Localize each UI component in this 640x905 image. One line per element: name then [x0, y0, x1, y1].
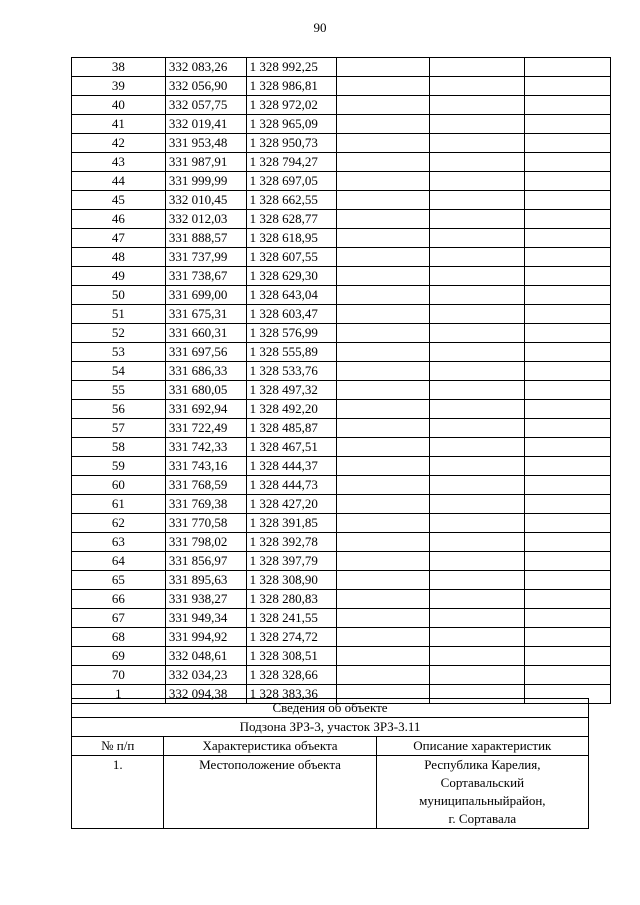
coordinate-row: [72, 172, 611, 191]
coordinate-y: 1 328 965,09: [246, 115, 337, 134]
point-number: 48: [72, 248, 166, 267]
point-number: 66: [72, 590, 166, 609]
empty-cell: [337, 666, 430, 685]
empty-cell: [337, 153, 430, 172]
empty-cell: [525, 666, 611, 685]
coordinate-x: 331 999,99: [165, 172, 246, 191]
point-number: 44: [72, 172, 166, 191]
coordinate-row: [72, 115, 611, 134]
coordinate-row: [72, 324, 611, 343]
empty-cell: [430, 229, 525, 248]
empty-cell: [337, 609, 430, 628]
coordinate-x: 331 768,59: [165, 476, 246, 495]
coordinate-y: 1 328 492,20: [246, 400, 337, 419]
empty-cell: [337, 571, 430, 590]
coordinate-row: [72, 457, 611, 476]
coordinate-x: 332 019,41: [165, 115, 246, 134]
coordinate-y: 1 328 629,30: [246, 267, 337, 286]
empty-cell: [430, 58, 525, 77]
coordinate-x: 331 888,57: [165, 229, 246, 248]
coordinate-y: 1 328 555,89: [246, 343, 337, 362]
empty-cell: [525, 628, 611, 647]
empty-cell: [525, 419, 611, 438]
empty-cell: [430, 248, 525, 267]
empty-cell: [337, 552, 430, 571]
empty-cell: [430, 609, 525, 628]
coordinate-row: [72, 343, 611, 362]
page-number: 90: [313, 20, 327, 35]
empty-cell: [337, 343, 430, 362]
empty-cell: [430, 419, 525, 438]
coordinate-row: [72, 267, 611, 286]
coordinate-x: 331 953,48: [165, 134, 246, 153]
point-number: 55: [72, 381, 166, 400]
point-number: 45: [72, 191, 166, 210]
empty-cell: [525, 647, 611, 666]
empty-cell: [337, 647, 430, 666]
empty-cell: [337, 438, 430, 457]
empty-cell: [430, 438, 525, 457]
empty-cell: [525, 495, 611, 514]
coordinate-y: 1 328 794,27: [246, 153, 337, 172]
coordinate-y: 1 328 444,73: [246, 476, 337, 495]
empty-cell: [337, 115, 430, 134]
coordinate-y: 1 328 497,32: [246, 381, 337, 400]
empty-cell: [525, 343, 611, 362]
empty-cell: [430, 172, 525, 191]
coordinate-row: [72, 514, 611, 533]
empty-cell: [525, 210, 611, 229]
coordinate-y: 1 328 444,37: [246, 457, 337, 476]
coordinate-row: [72, 571, 611, 590]
coordinate-x: 331 938,27: [165, 590, 246, 609]
coordinate-x: 331 743,16: [165, 457, 246, 476]
coordinate-y: 1 328 986,81: [246, 77, 337, 96]
point-number: 68: [72, 628, 166, 647]
point-number: 67: [72, 609, 166, 628]
empty-cell: [337, 77, 430, 96]
info-data-row: [72, 756, 589, 829]
empty-cell: [525, 115, 611, 134]
empty-cell: [430, 495, 525, 514]
header-characteristic: Характеристика объекта: [164, 737, 376, 756]
info-title-row: [72, 699, 589, 718]
coordinate-y: 1 328 643,04: [246, 286, 337, 305]
description-line: Сортавальский: [440, 775, 525, 790]
empty-cell: [337, 229, 430, 248]
empty-cell: [337, 267, 430, 286]
row-characteristic: Местоположение объекта: [164, 756, 376, 829]
empty-cell: [430, 381, 525, 400]
coordinate-x: 331 692,94: [165, 400, 246, 419]
coordinate-row: [72, 191, 611, 210]
point-number: 69: [72, 647, 166, 666]
empty-cell: [525, 153, 611, 172]
coordinate-row: [72, 134, 611, 153]
row-description: [376, 756, 588, 829]
coordinate-x: 331 675,31: [165, 305, 246, 324]
header-number: № п/п: [72, 737, 164, 756]
empty-cell: [430, 191, 525, 210]
coordinate-y: 1 328 280,83: [246, 590, 337, 609]
coordinate-row: [72, 153, 611, 172]
empty-cell: [430, 362, 525, 381]
empty-cell: [525, 58, 611, 77]
description-line: Республика Карелия,: [424, 757, 541, 772]
empty-cell: [430, 590, 525, 609]
point-number: 64: [72, 552, 166, 571]
row-number: 1.: [72, 756, 164, 829]
coordinate-row: [72, 419, 611, 438]
empty-cell: [337, 514, 430, 533]
empty-cell: [337, 476, 430, 495]
empty-cell: [430, 457, 525, 476]
point-number: 38: [72, 58, 166, 77]
coordinate-row: [72, 58, 611, 77]
empty-cell: [337, 172, 430, 191]
empty-cell: [430, 153, 525, 172]
empty-cell: [430, 666, 525, 685]
coordinate-x: 331 856,97: [165, 552, 246, 571]
coordinate-y: 1 328 628,77: [246, 210, 337, 229]
coordinate-x: 331 699,00: [165, 286, 246, 305]
empty-cell: [337, 381, 430, 400]
coordinate-x: 331 722,49: [165, 419, 246, 438]
coordinate-y: 1 328 950,73: [246, 134, 337, 153]
empty-cell: [430, 324, 525, 343]
coordinate-x: 332 048,61: [165, 647, 246, 666]
empty-cell: [525, 362, 611, 381]
empty-cell: [337, 96, 430, 115]
coordinate-y: 1 328 328,66: [246, 666, 337, 685]
info-subtitle-row: [72, 718, 589, 737]
coordinate-row: [72, 666, 611, 685]
empty-cell: [525, 571, 611, 590]
empty-cell: [337, 419, 430, 438]
empty-cell: [337, 286, 430, 305]
point-number: 59: [72, 457, 166, 476]
point-number: 53: [72, 343, 166, 362]
coordinate-x: 331 994,92: [165, 628, 246, 647]
empty-cell: [430, 267, 525, 286]
info-title: Сведения об объекте: [72, 699, 589, 718]
point-number: 57: [72, 419, 166, 438]
coordinate-row: [72, 628, 611, 647]
coordinate-y: 1 328 467,51: [246, 438, 337, 457]
point-number: 52: [72, 324, 166, 343]
empty-cell: [525, 552, 611, 571]
coordinate-row: [72, 286, 611, 305]
coordinate-y: 1 328 576,99: [246, 324, 337, 343]
point-number: 43: [72, 153, 166, 172]
coordinate-y: 1 328 383,36: [246, 685, 337, 704]
coordinate-x: 332 012,03: [165, 210, 246, 229]
empty-cell: [525, 267, 611, 286]
coordinate-row: [72, 533, 611, 552]
empty-cell: [430, 134, 525, 153]
coordinate-x: 332 094,38: [165, 685, 246, 704]
coordinate-row: [72, 362, 611, 381]
coordinate-y: 1 328 697,05: [246, 172, 337, 191]
point-number: 60: [72, 476, 166, 495]
coordinate-row: [72, 96, 611, 115]
coordinate-row: [72, 438, 611, 457]
empty-cell: [430, 77, 525, 96]
empty-cell: [525, 324, 611, 343]
empty-cell: [525, 96, 611, 115]
coordinate-y: 1 328 308,51: [246, 647, 337, 666]
point-number: 46: [72, 210, 166, 229]
coordinate-x: 331 686,33: [165, 362, 246, 381]
empty-cell: [430, 343, 525, 362]
empty-cell: [430, 476, 525, 495]
empty-cell: [525, 191, 611, 210]
coordinate-x: 331 660,31: [165, 324, 246, 343]
coordinate-x: 331 770,58: [165, 514, 246, 533]
coordinate-y: 1 328 308,90: [246, 571, 337, 590]
empty-cell: [430, 210, 525, 229]
coordinate-row: [72, 552, 611, 571]
point-number: 61: [72, 495, 166, 514]
header-description: Описание характеристик: [376, 737, 588, 756]
coordinate-y: 1 328 391,85: [246, 514, 337, 533]
coordinate-x: 331 697,56: [165, 343, 246, 362]
point-number: 51: [72, 305, 166, 324]
coordinate-y: 1 328 427,20: [246, 495, 337, 514]
point-number: 40: [72, 96, 166, 115]
empty-cell: [525, 609, 611, 628]
coordinate-row: [72, 381, 611, 400]
coordinate-x: 331 742,33: [165, 438, 246, 457]
coordinate-row: [72, 647, 611, 666]
empty-cell: [337, 628, 430, 647]
coordinate-row: [72, 400, 611, 419]
point-number: 1: [72, 685, 166, 704]
coordinate-x: 332 010,45: [165, 191, 246, 210]
empty-cell: [525, 476, 611, 495]
empty-cell: [430, 533, 525, 552]
coordinate-x: 331 738,67: [165, 267, 246, 286]
point-number: 49: [72, 267, 166, 286]
coordinate-y: 1 328 241,55: [246, 609, 337, 628]
info-subtitle: Подзона ЗРЗ-3, участок ЗРЗ-3.11: [72, 718, 589, 737]
coordinate-row: [72, 609, 611, 628]
empty-cell: [337, 400, 430, 419]
coordinate-x: 332 056,90: [165, 77, 246, 96]
empty-cell: [337, 305, 430, 324]
coordinate-y: 1 328 972,02: [246, 96, 337, 115]
empty-cell: [525, 229, 611, 248]
empty-cell: [337, 210, 430, 229]
coordinate-row: [72, 476, 611, 495]
coordinate-y: 1 328 607,55: [246, 248, 337, 267]
empty-cell: [525, 134, 611, 153]
coordinate-x: 332 034,23: [165, 666, 246, 685]
coordinate-x: 331 949,34: [165, 609, 246, 628]
coordinate-x: 331 987,91: [165, 153, 246, 172]
empty-cell: [525, 248, 611, 267]
empty-cell: [525, 514, 611, 533]
coordinate-y: 1 328 662,55: [246, 191, 337, 210]
empty-cell: [430, 305, 525, 324]
empty-cell: [430, 571, 525, 590]
coordinate-row: [72, 305, 611, 324]
coordinate-x: 332 057,75: [165, 96, 246, 115]
coordinates-table-body: [72, 58, 611, 704]
coordinate-y: 1 328 485,87: [246, 419, 337, 438]
coordinate-x: 331 769,38: [165, 495, 246, 514]
point-number: 41: [72, 115, 166, 134]
empty-cell: [337, 457, 430, 476]
empty-cell: [525, 400, 611, 419]
empty-cell: [337, 590, 430, 609]
coordinate-y: 1 328 533,76: [246, 362, 337, 381]
empty-cell: [430, 96, 525, 115]
empty-cell: [430, 552, 525, 571]
empty-cell: [525, 77, 611, 96]
empty-cell: [430, 628, 525, 647]
coordinate-y: 1 328 392,78: [246, 533, 337, 552]
coordinate-y: 1 328 992,25: [246, 58, 337, 77]
coordinate-row: [72, 495, 611, 514]
point-number: 42: [72, 134, 166, 153]
empty-cell: [430, 514, 525, 533]
coordinate-y: 1 328 274,72: [246, 628, 337, 647]
point-number: 58: [72, 438, 166, 457]
empty-cell: [337, 533, 430, 552]
coordinate-y: 1 328 397,79: [246, 552, 337, 571]
point-number: 47: [72, 229, 166, 248]
coordinate-x: 332 083,26: [165, 58, 246, 77]
empty-cell: [430, 115, 525, 134]
coordinate-row: [72, 590, 611, 609]
empty-cell: [430, 400, 525, 419]
info-header-row: [72, 737, 589, 756]
point-number: 50: [72, 286, 166, 305]
object-info-table: [71, 698, 589, 829]
coordinate-row: [72, 248, 611, 267]
empty-cell: [337, 134, 430, 153]
coordinates-table: [71, 57, 611, 704]
empty-cell: [525, 305, 611, 324]
empty-cell: [525, 533, 611, 552]
point-number: 56: [72, 400, 166, 419]
empty-cell: [525, 438, 611, 457]
coordinate-y: 1 328 603,47: [246, 305, 337, 324]
coordinate-row: [72, 77, 611, 96]
point-number: 63: [72, 533, 166, 552]
empty-cell: [525, 172, 611, 191]
coordinate-x: 331 895,63: [165, 571, 246, 590]
empty-cell: [430, 647, 525, 666]
coordinate-row: [72, 210, 611, 229]
point-number: 62: [72, 514, 166, 533]
empty-cell: [337, 191, 430, 210]
point-number: 70: [72, 666, 166, 685]
empty-cell: [525, 381, 611, 400]
coordinate-x: 331 798,02: [165, 533, 246, 552]
point-number: 65: [72, 571, 166, 590]
coordinate-x: 331 680,05: [165, 381, 246, 400]
empty-cell: [337, 362, 430, 381]
coordinate-row: [72, 229, 611, 248]
empty-cell: [525, 286, 611, 305]
empty-cell: [337, 495, 430, 514]
empty-cell: [430, 286, 525, 305]
description-line: муниципальныйрайон,: [419, 793, 546, 808]
empty-cell: [337, 324, 430, 343]
empty-cell: [337, 58, 430, 77]
description-line: г. Сортавала: [448, 811, 517, 826]
point-number: 39: [72, 77, 166, 96]
empty-cell: [525, 457, 611, 476]
coordinate-y: 1 328 618,95: [246, 229, 337, 248]
point-number: 54: [72, 362, 166, 381]
empty-cell: [337, 248, 430, 267]
empty-cell: [525, 590, 611, 609]
coordinate-x: 331 737,99: [165, 248, 246, 267]
